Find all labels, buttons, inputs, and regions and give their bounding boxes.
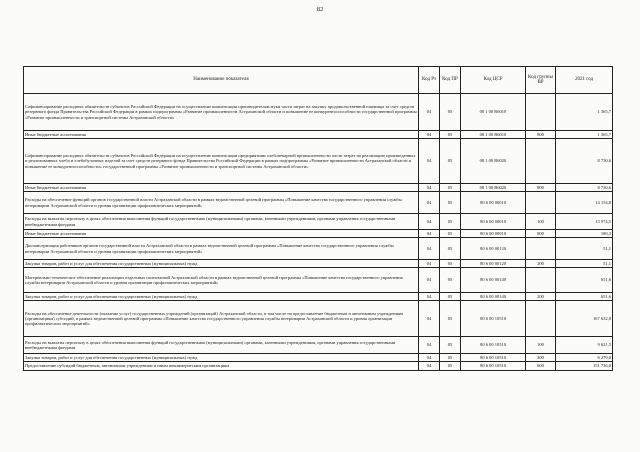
row-vr: 800	[526, 184, 556, 192]
row-csr: 80 6 00 00010	[461, 192, 526, 214]
row-vr: 100	[526, 337, 556, 354]
row-rz: 04	[419, 260, 440, 268]
row-amount: 8 730,6	[556, 139, 613, 184]
row-rz: 04	[419, 354, 440, 362]
row-pr: 05	[440, 293, 461, 301]
row-vr	[526, 301, 556, 337]
row-vr	[526, 139, 556, 184]
table-row	[24, 337, 613, 354]
row-amount: 151 736,0	[556, 362, 613, 371]
row-vr: 200	[526, 260, 556, 268]
row-pr: 05	[440, 131, 461, 139]
table-row	[24, 268, 613, 293]
row-pr: 05	[440, 192, 461, 214]
row-csr: 80 6 00 00010	[461, 230, 526, 238]
row-csr: 80 6 00 00120	[461, 260, 526, 268]
row-name: Материально-техническое обеспечение реализации отдельных полномочий Астраханской области в рамках ведомственной целевой программы «Повышение качества государственного управления службы ветеринарии Астраханской области и уровня организации профилактических мероприятий»	[24, 268, 419, 293]
row-amount: 14 154,8	[556, 192, 613, 214]
row-csr: 80 6 00 00010	[461, 214, 526, 230]
row-pr: 05	[440, 260, 461, 268]
row-pr: 05	[440, 214, 461, 230]
row-vr: 800	[526, 230, 556, 238]
row-amount: 6 279,0	[556, 354, 613, 362]
row-amount: 13 974,5	[556, 214, 613, 230]
header-csr: Код ЦСР	[461, 67, 526, 94]
row-rz: 04	[419, 301, 440, 337]
row-rz: 04	[419, 362, 440, 371]
table-row	[24, 131, 613, 139]
row-vr: 800	[526, 131, 556, 139]
table-row	[24, 260, 613, 268]
row-pr: 05	[440, 184, 461, 192]
row-amount: 1 365,7	[556, 131, 613, 139]
row-amount: 1 365,7	[556, 94, 613, 131]
row-vr: 100	[526, 214, 556, 230]
table-row	[24, 184, 613, 192]
row-name: Иные бюджетные ассигнования	[24, 131, 419, 139]
row-csr: 08 1 00 R6020	[461, 139, 526, 184]
row-pr: 05	[440, 301, 461, 337]
row-pr: 05	[440, 139, 461, 184]
table-row	[24, 293, 613, 301]
row-csr: 80 6 00 10510	[461, 354, 526, 362]
row-name: Закупка товаров, работ и услуг для обеспечения государственных (муниципальных) нужд	[24, 260, 419, 268]
table-row	[24, 139, 613, 184]
row-amount: 51,1	[556, 260, 613, 268]
table-row	[24, 362, 613, 371]
row-csr: 08 1 00 R6010	[461, 131, 526, 139]
row-pr: 05	[440, 94, 461, 131]
row-rz: 04	[419, 293, 440, 301]
row-name: Расходы на выплаты персоналу в целях обеспечения выполнения функций государственными (муниципальными) органами, казенными учреждениями, органами управления государственными внебюджетными фондами	[24, 214, 419, 230]
row-pr: 05	[440, 230, 461, 238]
row-rz: 04	[419, 139, 440, 184]
row-vr: 200	[526, 293, 556, 301]
table-header-row	[24, 67, 613, 94]
row-pr: 05	[440, 238, 461, 260]
row-csr: 80 6 00 10510	[461, 301, 526, 337]
row-name: Софинансирование расходных обязательств субъектов Российской Федерации на осуществление компенсации предприятиям хлебопекарной промышленности части затрат на реализацию произведенных и реализованных хлеба и хлебобулочных изделий за счет средств резервного фонда Правительства Российской Федерации в рамках подпрограммы «Развитие промышленности Астраханской области и повышение ее конкурентоспособности» государственной программы «Развитие промышленности и транспортной системы Астраханской области»	[24, 139, 419, 184]
row-vr	[526, 94, 556, 131]
header-pr: Код ПР	[440, 67, 461, 94]
row-vr	[526, 192, 556, 214]
row-rz: 04	[419, 238, 440, 260]
row-pr: 05	[440, 362, 461, 371]
row-amount: 651,6	[556, 293, 613, 301]
table-row	[24, 301, 613, 337]
row-rz: 04	[419, 337, 440, 354]
row-rz: 04	[419, 214, 440, 230]
page-number: 82	[316, 6, 324, 13]
row-csr: 08 1 00 R6010	[461, 94, 526, 131]
row-pr: 05	[440, 268, 461, 293]
table-row	[24, 192, 613, 214]
row-pr: 05	[440, 337, 461, 354]
row-amount: 180,3	[556, 230, 613, 238]
row-rz: 04	[419, 268, 440, 293]
row-name: Закупка товаров, работ и услуг для обеспечения государственных (муниципальных) нужд	[24, 354, 419, 362]
row-rz: 04	[419, 94, 440, 131]
row-rz: 04	[419, 131, 440, 139]
row-vr: 600	[526, 362, 556, 371]
row-pr: 05	[440, 354, 461, 362]
row-name: Закупка товаров, работ и услуг для обеспечения государственных (муниципальных) нужд	[24, 293, 419, 301]
header-year: 2021 год	[556, 67, 613, 94]
row-name: Иные бюджетные ассигнования	[24, 230, 419, 238]
row-name: Расходы на обеспечение функций органов государственной власти Астраханской области в рамках ведомственной целевой программы «Повышение качества государственного управления службы ветеринарии Астраханской области и уровня организации профилактических мероприятий»	[24, 192, 419, 214]
row-name: Диспансеризация работников органов государственной власти Астраханской области в рамках ведомственной целевой программы «Повышение качества государственного управления службы ветеринарии Астраханской области и уровня организации профилактических мероприятий»	[24, 238, 419, 260]
row-csr: 80 6 00 10510	[461, 362, 526, 371]
row-csr: 08 1 00 R6020	[461, 184, 526, 192]
table-row	[24, 214, 613, 230]
row-amount: 167 632,8	[556, 301, 613, 337]
row-name: Софинансирование расходных обязательств субъектов Российской Федерации на осуществление компенсации производителям муки части затрат на закупку продовольственной пшеницы за счет средств резервного фонда Правительства Российской Федерации в рамках подпрограммы «Развитие промышленности Астраханской области и повышение ее конкурентоспособности государственной программы «Развитие промышленности и транспортной системы Астраханской области»	[24, 94, 419, 131]
header-rz: Код Рз	[419, 67, 440, 94]
row-vr	[526, 268, 556, 293]
budget-table	[23, 66, 613, 371]
row-csr: 80 6 00 10510	[461, 337, 526, 354]
row-name: Предоставление субсидий бюджетным, автономным учреждениям и иным некоммерческим организациям	[24, 362, 419, 371]
header-name: Наименование показателя	[24, 67, 419, 94]
row-csr: 80 6 00 00140	[461, 293, 526, 301]
table-row	[24, 354, 613, 362]
row-vr	[526, 238, 556, 260]
row-name: Расходы на выплаты персоналу в целях обеспечения выполнения функций государственными (муниципальными) органами, казенными учреждениями, органами управления государственными внебюджетными фондами	[24, 337, 419, 354]
row-rz: 04	[419, 192, 440, 214]
row-amount: 8 730,6	[556, 184, 613, 192]
row-name: Расходы на обеспечение деятельности (оказание услуг) государственных учреждений (организаций) Астраханской области, в том числе на предоставление бюджетным и автономным учреждениям (организациям) субсидий, в рамках ведомственной целевой программы «Повышение качества государственного управления службы ветеринарии Астраханской области и уровня организации профилактических мероприятий»	[24, 301, 419, 337]
header-vr: Код группы ВР	[526, 67, 556, 94]
row-vr: 200	[526, 354, 556, 362]
row-rz: 04	[419, 230, 440, 238]
table-row	[24, 94, 613, 131]
table-row	[24, 230, 613, 238]
row-csr: 80 6 00 00140	[461, 268, 526, 293]
row-amount: 651,6	[556, 268, 613, 293]
row-rz: 04	[419, 184, 440, 192]
row-amount: 51,1	[556, 238, 613, 260]
table-row	[24, 238, 613, 260]
row-amount: 9 621,5	[556, 337, 613, 354]
row-csr: 80 6 00 00120	[461, 238, 526, 260]
row-name: Иные бюджетные ассигнования	[24, 184, 419, 192]
